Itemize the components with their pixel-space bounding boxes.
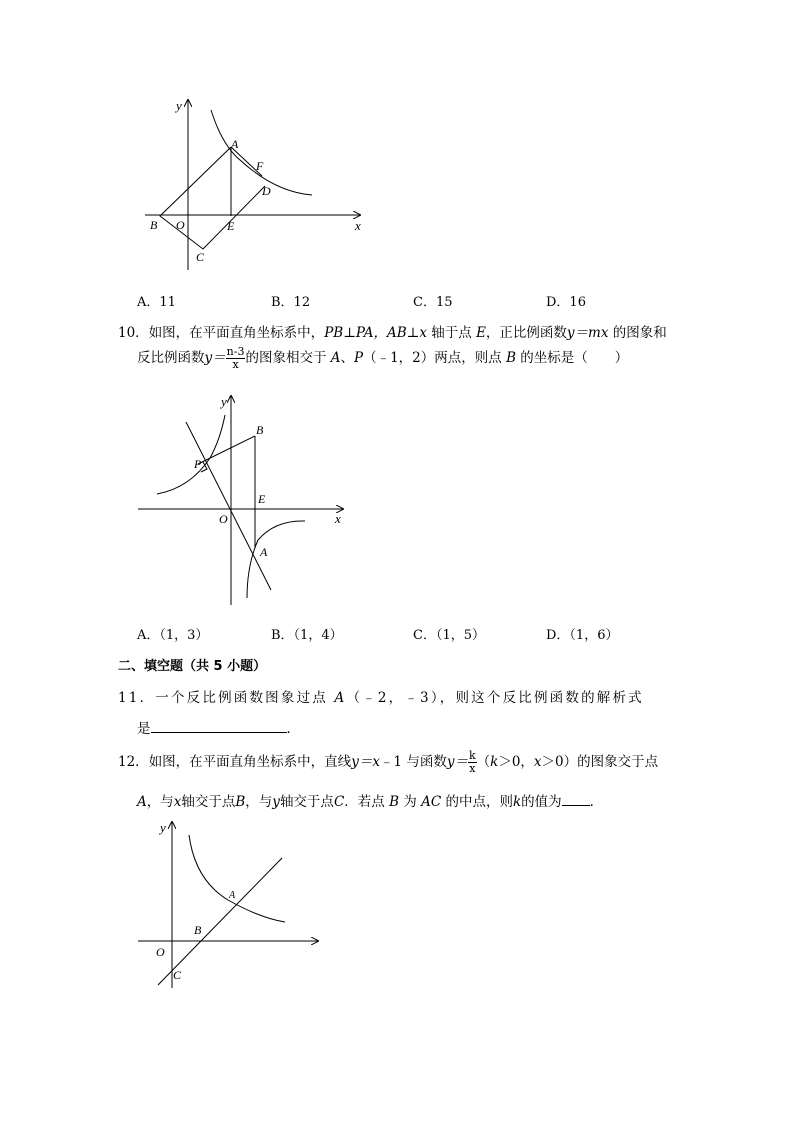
q9-option-d[interactable]: D．16 [546, 295, 586, 310]
q12-number: 12． [118, 754, 149, 770]
label-y: y [176, 98, 182, 113]
label-f: F [256, 159, 264, 173]
q9-option-a[interactable]: A．11 [137, 295, 176, 310]
label-e: E [227, 219, 235, 233]
label-a: A [231, 137, 239, 151]
label-x: x [355, 218, 361, 233]
label-y: y [160, 820, 166, 835]
label-o: O [219, 512, 228, 526]
hyperbola [189, 835, 285, 922]
q9-option-b[interactable]: B．12 [271, 295, 311, 310]
label-b: B [256, 423, 264, 437]
fraction-k-over-x: $\frac{k}{x}$ [468, 749, 476, 775]
q10-line1: 10．如图，在平面直角坐标系中，PB⊥PA，AB⊥x 轴于点 E，正比例函数y＝mx 的图象和 [118, 325, 667, 341]
figure-q9 [130, 95, 370, 270]
q10-option-c[interactable]: C．（1，5） [413, 628, 485, 643]
label-p: P [194, 457, 202, 471]
hyperbola-left-branch [157, 415, 225, 494]
label-o: O [156, 945, 165, 959]
label-e: E [258, 492, 266, 506]
line-y-mx [186, 422, 271, 590]
section-title-fill-in: 二、填空题（共 5 小题） [118, 659, 267, 674]
fraction-n-minus-3-over-x: $\frac{n-3}{x}$ [226, 345, 245, 371]
answer-blank[interactable] [562, 793, 590, 806]
label-x: x [335, 511, 341, 526]
label-b: B [194, 923, 202, 937]
label-y: y [221, 394, 227, 409]
q11-line2: 是 ． [137, 721, 300, 737]
line-y-x-minus-1 [158, 858, 282, 985]
label-c: C [196, 250, 205, 264]
q11-line1: 11．一个反比例函数图象过点 A（﹣2，﹣3），则这个反比例函数的解析式 [118, 690, 644, 706]
label-a: A [260, 545, 268, 559]
quadrilateral-abcd [160, 147, 265, 249]
q9-option-c[interactable]: C．15 [413, 295, 453, 310]
q12-line2: A，与x轴交于点B，与y轴交于点C．若点 B 为 AC 的中点，则k的值为 ． [137, 794, 604, 810]
q10-option-a[interactable]: A．（1，3） [137, 628, 209, 643]
label-a: A [229, 890, 236, 901]
figure-q12 [132, 815, 324, 990]
hyperbola [211, 110, 312, 195]
label-o: O [176, 218, 185, 232]
answer-blank[interactable] [151, 720, 287, 733]
q10-option-b[interactable]: B．（1，4） [271, 628, 343, 643]
figure-q10 [132, 392, 354, 610]
label-d: D [262, 184, 271, 198]
q12-line1: 12．如图，在平面直角坐标系中，直线y＝x﹣1 与函数y＝ $\frac{k}{x}$ （k＞0，x＞0）的图象交于点 [118, 749, 659, 775]
q10-option-d[interactable]: D．（1，6） [546, 628, 619, 643]
label-b: B [150, 218, 158, 232]
segment-pb [198, 436, 255, 464]
q10-line2: 反比例函数y＝ $\frac{n-3}{x}$ 的图象相交于 A、P（﹣1，2）两点，则点 B 的坐标是（ ） [137, 345, 629, 371]
q10-number: 10． [118, 325, 149, 341]
q11-number: 11． [118, 690, 156, 706]
label-c: C [173, 968, 182, 982]
